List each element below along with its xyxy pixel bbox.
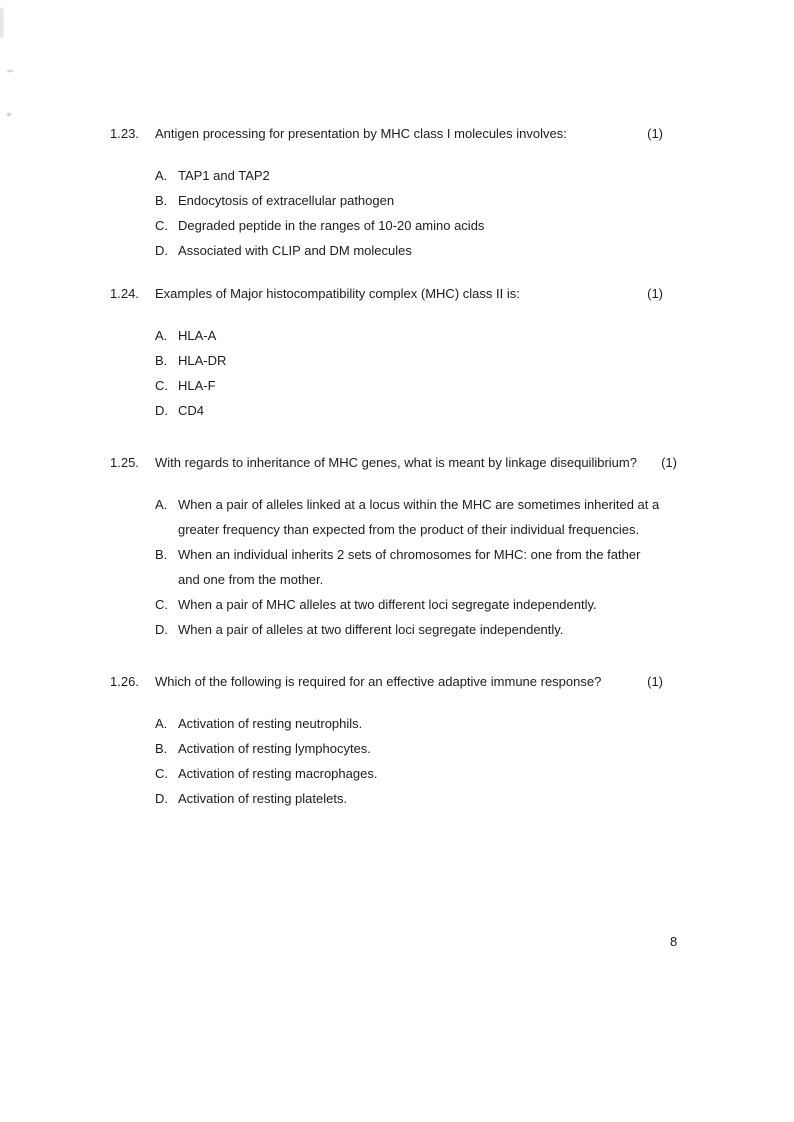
option-letter: B. — [155, 353, 168, 368]
option-c — [155, 213, 663, 238]
option-c — [155, 761, 663, 786]
option-b — [155, 348, 663, 373]
question-text: Which of the following is required for an effective adaptive immune response? — [155, 674, 602, 689]
option-letter: A. — [155, 497, 168, 512]
option-letter: B. — [155, 741, 168, 756]
question-list — [110, 0, 677, 811]
option-text: CD4 — [178, 403, 205, 418]
option-text: Activation of resting lymphocytes. — [178, 741, 371, 756]
option-letter: D. — [155, 243, 168, 258]
options-list — [155, 163, 663, 263]
question-number: 1.23. — [110, 126, 139, 141]
option-letter: A. — [155, 716, 168, 731]
option-text: Activation of resting neutrophils. — [178, 716, 363, 731]
option-text: When an individual inherits 2 sets of chromosomes for MHC: one from the father and one from the mother. — [178, 547, 641, 587]
option-letter: C. — [155, 218, 168, 233]
question-text: With regards to inheritance of MHC genes, what is meant by linkage disequilibrium? — [155, 455, 637, 470]
option-a — [155, 323, 663, 348]
option-a — [155, 163, 663, 188]
question-header — [110, 669, 663, 694]
option-b — [155, 188, 663, 213]
option-d — [155, 617, 663, 642]
option-b — [155, 736, 663, 761]
option-letter: B. — [155, 547, 168, 562]
option-letter: D. — [155, 791, 168, 806]
option-d — [155, 786, 663, 811]
question-header — [110, 450, 677, 475]
option-letter: B. — [155, 193, 168, 208]
option-b — [155, 542, 663, 592]
page-number: 8 — [670, 934, 678, 949]
question-text: Antigen processing for presentation by MHC class I molecules involves: — [155, 126, 567, 141]
option-d — [155, 398, 663, 423]
option-text: Endocytosis of extracellular pathogen — [178, 193, 395, 208]
option-letter: C. — [155, 766, 168, 781]
question-number: 1.26. — [110, 674, 139, 689]
option-a — [155, 492, 663, 542]
question-text: Examples of Major histocompatibility complex (MHC) class II is: — [155, 286, 520, 301]
option-d — [155, 238, 663, 263]
scan-artifact-dot — [7, 113, 11, 116]
option-text: Associated with CLIP and DM molecules — [178, 243, 412, 258]
option-text: Degraded peptide in the ranges of 10-20 amino acids — [178, 218, 485, 233]
options-list — [155, 323, 663, 423]
option-c — [155, 592, 663, 617]
scan-artifact-smudge — [0, 8, 3, 38]
question-marks: (1) — [647, 126, 663, 141]
option-a — [155, 711, 663, 736]
options-list — [155, 711, 663, 811]
option-letter: D. — [155, 622, 168, 637]
question-number: 1.24. — [110, 286, 139, 301]
option-text: When a pair of alleles linked at a locus within the MHC are sometimes inherited at a greater frequency than expected from the product of their individual frequencies. — [178, 497, 660, 537]
option-text: Activation of resting platelets. — [178, 791, 348, 806]
scan-artifact-dash — [7, 70, 13, 72]
option-text: When a pair of MHC alleles at two different loci segregate independently. — [178, 597, 597, 612]
option-letter: A. — [155, 168, 168, 183]
question-number: 1.25. — [110, 455, 139, 470]
question-1-23 — [110, 121, 663, 263]
option-letter: D. — [155, 403, 168, 418]
question-1-24 — [110, 281, 663, 423]
option-c — [155, 373, 663, 398]
option-letter: C. — [155, 597, 168, 612]
option-letter: C. — [155, 378, 168, 393]
option-text: Activation of resting macrophages. — [178, 766, 378, 781]
question-header — [110, 281, 663, 306]
question-1-25 — [110, 450, 677, 642]
options-list — [155, 492, 663, 642]
question-1-26 — [110, 669, 663, 811]
question-marks: (1) — [647, 286, 663, 301]
option-text: When a pair of alleles at two different loci segregate independently. — [178, 622, 564, 637]
option-text: HLA-DR — [178, 353, 227, 368]
option-letter: A. — [155, 328, 168, 343]
option-text: TAP1 and TAP2 — [178, 168, 270, 183]
question-header — [110, 121, 663, 146]
option-text: HLA-F — [178, 378, 216, 393]
question-marks: (1) — [647, 674, 663, 689]
option-text: HLA-A — [178, 328, 217, 343]
question-marks: (1) — [661, 455, 677, 470]
